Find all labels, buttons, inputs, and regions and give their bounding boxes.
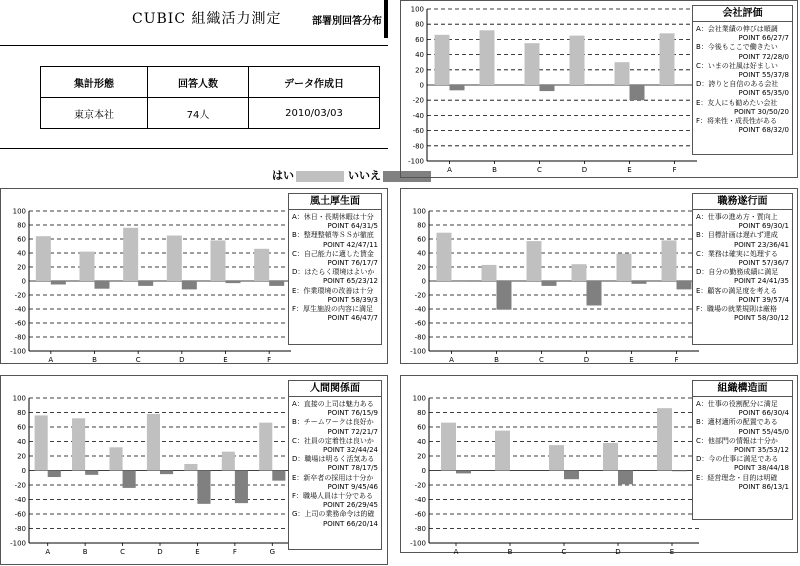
question-point: POINT 55/37/8 xyxy=(738,71,789,80)
y-tick-label: 100 xyxy=(410,5,424,14)
question-label: D：はたらく環境はよいか xyxy=(292,268,375,277)
question-item xyxy=(292,305,378,323)
question-label: E：友人にも勧めたい会社 xyxy=(696,98,778,107)
question-point: POINT 86/13/1 xyxy=(738,482,789,491)
bar-yes xyxy=(482,265,497,281)
question-item xyxy=(696,43,789,61)
question-item xyxy=(696,117,789,135)
x-tick-label: A xyxy=(447,166,452,174)
y-tick-label: 60 xyxy=(17,235,26,244)
x-tick-label: D xyxy=(615,548,621,554)
question-label: A：直接の上司は魅力ある xyxy=(292,400,374,408)
bar-yes xyxy=(222,452,235,471)
y-tick-label: -80 xyxy=(14,333,26,342)
y-tick-label: 60 xyxy=(417,235,426,244)
question-item xyxy=(696,305,789,323)
x-tick-label: E xyxy=(223,356,228,364)
bar-no xyxy=(630,85,645,100)
y-tick-label: -80 xyxy=(14,525,26,533)
x-tick-label: A xyxy=(48,356,54,364)
question-item xyxy=(292,287,378,305)
org-structure-legend-box xyxy=(692,380,793,520)
x-tick-label: D xyxy=(581,166,588,174)
question-item xyxy=(696,25,789,43)
question-point: POINT 46/47/7 xyxy=(327,314,378,323)
question-point: POINT 38/44/18 xyxy=(734,464,789,473)
question-label: E：作業環境の改善は十分 xyxy=(292,286,374,295)
bar-yes xyxy=(147,414,160,471)
question-label: C：他部門の情報は十分か xyxy=(696,436,778,445)
question-label: B：今後もここで働きたい xyxy=(696,43,778,52)
x-tick-label: B xyxy=(492,166,497,174)
question-item xyxy=(292,231,378,249)
question-label: A：休日・長期休暇は十分 xyxy=(292,213,374,221)
x-tick-label: B xyxy=(494,356,499,364)
question-item xyxy=(292,455,378,473)
y-tick-label: 80 xyxy=(17,409,26,417)
question-item xyxy=(696,418,789,436)
bar-yes xyxy=(662,240,677,281)
summary-table-wrap xyxy=(40,66,380,129)
x-tick-label: A xyxy=(453,548,459,554)
culture-welfare-title: 風土厚生面 xyxy=(289,194,381,210)
x-tick-label: C xyxy=(539,356,544,364)
question-item xyxy=(696,80,789,98)
question-label: D：自分の勤務成績に満足 xyxy=(696,268,779,277)
question-label: E：新卒者の採用は十分か xyxy=(292,473,374,482)
bar-no xyxy=(48,471,61,478)
question-point: POINT 39/57/4 xyxy=(738,295,789,304)
y-tick-label: -40 xyxy=(14,496,26,504)
x-tick-label: B xyxy=(82,548,88,556)
header-divider xyxy=(384,0,388,38)
bar-no xyxy=(272,471,285,481)
y-tick-label: 20 xyxy=(417,263,426,272)
question-item xyxy=(696,62,789,80)
question-point: POINT 58/30/12 xyxy=(734,314,789,323)
question-point: POINT 66/30/4 xyxy=(738,409,789,418)
bar-yes xyxy=(211,240,226,281)
y-tick-label: 20 xyxy=(17,452,26,461)
x-tick-label: F xyxy=(267,356,272,364)
question-point: POINT 30/50/20 xyxy=(734,107,789,116)
y-tick-label: -60 xyxy=(414,510,426,519)
question-point: POINT 58/39/3 xyxy=(327,295,378,304)
y-tick-label: 0 xyxy=(421,467,426,475)
question-label: F：将来性・成長性がある xyxy=(696,117,778,126)
question-label: B：適材適所の配置である xyxy=(696,418,778,427)
question-point: POINT 57/36/7 xyxy=(738,259,789,268)
bar-yes xyxy=(80,252,95,281)
x-tick-label: C xyxy=(537,166,542,174)
bar-yes xyxy=(437,233,452,281)
report-subtitle: 部署別回答分布 xyxy=(312,16,382,27)
question-item xyxy=(696,437,789,455)
question-label: C：いまの社風は好ましい xyxy=(696,61,778,70)
x-tick-label: G xyxy=(269,548,276,556)
bar-yes xyxy=(657,408,672,470)
y-tick-label: 40 xyxy=(417,249,426,258)
question-label: F：職場人員は十分である xyxy=(292,492,374,501)
question-label: A：仕事の役割配分に満足 xyxy=(696,400,778,408)
y-tick-label: 100 xyxy=(412,394,426,403)
y-tick-label: -20 xyxy=(412,96,424,105)
bar-yes xyxy=(123,228,138,281)
y-tick-label: -40 xyxy=(414,496,426,504)
y-tick-label: 40 xyxy=(17,438,26,446)
y-tick-label: 80 xyxy=(415,20,424,29)
y-tick-label: -20 xyxy=(414,481,426,490)
y-tick-label: 20 xyxy=(417,452,426,461)
human-relations-title: 人間関係面 xyxy=(289,381,381,397)
bar-no xyxy=(497,281,512,310)
y-tick-label: 100 xyxy=(412,207,426,216)
bar-yes xyxy=(615,62,630,85)
question-label: G：上司の業務命令は的確 xyxy=(292,510,375,519)
bar-yes xyxy=(435,35,450,85)
question-item xyxy=(696,287,789,305)
bar-yes xyxy=(603,443,618,471)
question-point: POINT 66/27/7 xyxy=(738,34,789,43)
bar-no xyxy=(632,281,647,284)
question-item xyxy=(696,268,789,286)
question-label: B：チームワークは良好か xyxy=(292,418,374,427)
bar-yes xyxy=(36,236,51,281)
x-tick-label: E xyxy=(629,356,634,364)
job-execution-legend-box xyxy=(692,193,793,345)
question-point: POINT 9/45/46 xyxy=(327,482,378,491)
question-item xyxy=(292,474,378,492)
company-evaluation-title: 会社評価 xyxy=(693,6,792,22)
y-tick-label: -100 xyxy=(410,347,426,356)
question-label: B：目標計画は遅れず達成 xyxy=(696,231,778,240)
y-tick-label: -20 xyxy=(14,481,26,490)
question-item xyxy=(292,268,378,286)
y-tick-label: -40 xyxy=(412,111,424,120)
y-tick-label: 40 xyxy=(17,249,26,258)
bar-yes xyxy=(109,447,122,470)
y-tick-label: 100 xyxy=(12,394,26,403)
bar-yes xyxy=(184,464,197,471)
question-item xyxy=(292,510,378,528)
x-tick-label: E xyxy=(669,548,675,554)
y-tick-label: 40 xyxy=(417,438,426,446)
summary-header-date: データ作成日 xyxy=(249,67,380,98)
question-point: POINT 76/17/7 xyxy=(327,259,378,268)
x-tick-label: C xyxy=(120,548,126,556)
bar-yes xyxy=(572,264,587,281)
question-point: POINT 42/47/11 xyxy=(323,240,378,249)
question-point: POINT 69/30/1 xyxy=(738,222,789,231)
bar-no xyxy=(226,281,241,283)
question-point: POINT 72/21/7 xyxy=(327,427,378,436)
bar-no xyxy=(564,471,579,480)
question-item xyxy=(292,492,378,510)
question-point: POINT 76/15/9 xyxy=(327,409,378,418)
bar-no xyxy=(672,471,687,472)
bar-yes xyxy=(549,445,564,470)
y-tick-label: -20 xyxy=(14,291,26,300)
x-tick-label: D xyxy=(583,356,590,364)
x-tick-label: F xyxy=(232,548,237,556)
question-point: POINT 68/32/0 xyxy=(738,126,789,135)
question-label: E：経営理念・目的は明確 xyxy=(696,473,778,482)
y-tick-label: -100 xyxy=(10,539,26,548)
bar-yes xyxy=(527,241,542,281)
legend-yes-label: はい xyxy=(272,169,294,182)
question-point: POINT 78/17/5 xyxy=(327,464,378,473)
summary-value-count: 74人 xyxy=(148,98,249,129)
x-tick-label: F xyxy=(674,356,679,364)
y-tick-label: -80 xyxy=(414,333,426,342)
bar-no xyxy=(542,281,557,286)
bar-no xyxy=(85,471,98,475)
x-tick-label: A xyxy=(449,356,454,364)
bar-yes xyxy=(259,423,272,471)
bar-no xyxy=(138,281,153,286)
y-tick-label: 80 xyxy=(17,221,26,230)
question-point: POINT 24/41/35 xyxy=(734,277,789,286)
bar-yes xyxy=(525,43,540,85)
y-tick-label: 80 xyxy=(417,409,426,417)
legend-yes-swatch xyxy=(296,171,344,182)
y-tick-label: 60 xyxy=(17,423,26,432)
question-item xyxy=(696,213,789,231)
question-item xyxy=(292,437,378,455)
x-tick-label: C xyxy=(561,548,567,554)
summary-table xyxy=(40,66,380,129)
question-point: POINT 65/35/0 xyxy=(738,89,789,98)
question-point: POINT 23/36/41 xyxy=(734,240,789,249)
y-tick-label: 0 xyxy=(21,467,26,475)
question-item xyxy=(696,231,789,249)
question-item xyxy=(696,474,789,492)
job-execution-title: 職務遂行面 xyxy=(693,194,792,210)
bar-no xyxy=(269,281,284,286)
y-tick-label: 0 xyxy=(421,277,426,286)
question-point: POINT 72/28/0 xyxy=(738,52,789,61)
question-label: C：自己能力に適した賃金 xyxy=(292,249,374,258)
summary-bottom-rule xyxy=(0,148,388,149)
bar-no xyxy=(197,471,210,504)
question-point: POINT 26/29/45 xyxy=(323,501,378,510)
x-tick-label: E xyxy=(195,548,200,556)
question-point: POINT 65/23/12 xyxy=(323,277,378,286)
question-point: POINT 64/31/5 xyxy=(327,222,378,231)
bar-no xyxy=(587,281,602,306)
question-item xyxy=(696,400,789,418)
y-tick-label: 0 xyxy=(419,81,424,90)
bar-no xyxy=(182,281,197,289)
y-tick-label: -60 xyxy=(414,319,426,328)
question-label: D：誇りと自信のある会社 xyxy=(696,80,779,89)
culture-welfare-legend-box xyxy=(288,193,382,345)
question-item xyxy=(292,250,378,268)
question-point: POINT 32/44/24 xyxy=(323,446,378,455)
bar-no xyxy=(618,471,633,485)
bar-yes xyxy=(570,36,585,85)
company-evaluation-legend-box xyxy=(692,5,793,155)
question-label: D：今の仕事に満足である xyxy=(696,455,779,464)
y-tick-label: -60 xyxy=(14,510,26,519)
y-tick-label: 20 xyxy=(17,263,26,272)
org-structure-title: 組織構造面 xyxy=(693,381,792,397)
x-tick-label: C xyxy=(135,356,141,364)
bar-yes xyxy=(254,249,269,281)
question-point: POINT 35/53/12 xyxy=(734,446,789,455)
bar-yes xyxy=(480,30,495,85)
question-label: F：厚生施設の内容に満足 xyxy=(292,305,374,314)
summary-top-rule xyxy=(0,45,388,46)
question-item xyxy=(292,213,378,231)
question-label: B：整理整頓等ＳＳが徹底 xyxy=(292,231,374,240)
question-label: C：社員の定着性は良いか xyxy=(292,436,374,445)
x-tick-label: D xyxy=(157,548,163,556)
y-tick-label: -60 xyxy=(412,127,424,136)
bar-no xyxy=(452,281,467,282)
summary-header-type: 集計形態 xyxy=(41,67,148,98)
y-tick-label: -20 xyxy=(414,291,426,300)
legend-no-label: いいえ xyxy=(348,169,381,182)
bar-yes xyxy=(72,418,85,470)
bar-no xyxy=(540,85,555,91)
bar-yes xyxy=(441,423,456,471)
human-relations-legend-box xyxy=(288,380,382,550)
bar-no xyxy=(677,281,692,289)
y-tick-label: -40 xyxy=(414,305,426,314)
x-tick-label: B xyxy=(507,548,513,554)
bar-no xyxy=(456,471,471,474)
question-point: POINT 66/20/14 xyxy=(323,519,378,528)
summary-value-date: 2010/03/03 xyxy=(249,98,380,129)
x-tick-label: E xyxy=(627,166,632,174)
y-tick-label: -60 xyxy=(14,319,26,328)
bar-no xyxy=(51,281,66,285)
y-tick-label: 60 xyxy=(417,423,426,432)
y-tick-label: 0 xyxy=(21,277,26,286)
summary-value-type: 東京本社 xyxy=(41,98,148,129)
question-point: POINT 55/45/0 xyxy=(738,427,789,436)
y-tick-label: 100 xyxy=(12,207,26,216)
y-tick-label: -100 xyxy=(408,157,424,166)
y-tick-label: -100 xyxy=(410,539,426,548)
y-tick-label: 20 xyxy=(415,66,424,75)
question-item xyxy=(696,250,789,268)
y-tick-label: 60 xyxy=(415,35,424,44)
y-tick-label: 80 xyxy=(417,221,426,230)
bar-no xyxy=(235,471,248,504)
y-tick-label: -100 xyxy=(10,347,26,356)
question-item xyxy=(696,99,789,117)
question-item xyxy=(292,400,378,418)
question-label: A：会社業績の伸びは順調 xyxy=(696,25,778,33)
x-tick-label: A xyxy=(45,548,51,556)
summary-header-count: 回答人数 xyxy=(148,67,249,98)
bar-no xyxy=(160,471,173,475)
bar-yes xyxy=(617,254,632,281)
y-tick-label: -80 xyxy=(414,525,426,533)
y-tick-label: -40 xyxy=(14,305,26,314)
question-item xyxy=(292,418,378,436)
bar-no xyxy=(123,471,136,488)
bar-yes xyxy=(660,33,675,85)
x-tick-label: B xyxy=(92,356,97,364)
bar-yes xyxy=(167,236,182,282)
question-label: A：仕事の進め方・質向上 xyxy=(696,213,778,221)
report-title: CUBIC 組織活力測定 xyxy=(132,11,282,27)
bar-no xyxy=(95,281,110,289)
x-tick-label: D xyxy=(179,356,185,364)
question-label: D：職場は明るく活気ある xyxy=(292,455,375,464)
y-tick-label: 40 xyxy=(415,51,424,60)
bar-no xyxy=(450,85,465,90)
question-label: F：職場の就業規則は厳格 xyxy=(696,305,778,314)
bar-yes xyxy=(495,431,510,471)
question-label: E：顧客の満足度を考える xyxy=(696,286,778,295)
bar-yes xyxy=(35,415,48,470)
x-tick-label: F xyxy=(672,166,677,174)
question-label: C：業務は確実に処理する xyxy=(696,249,778,258)
question-item xyxy=(696,455,789,473)
y-tick-label: -80 xyxy=(412,142,424,151)
